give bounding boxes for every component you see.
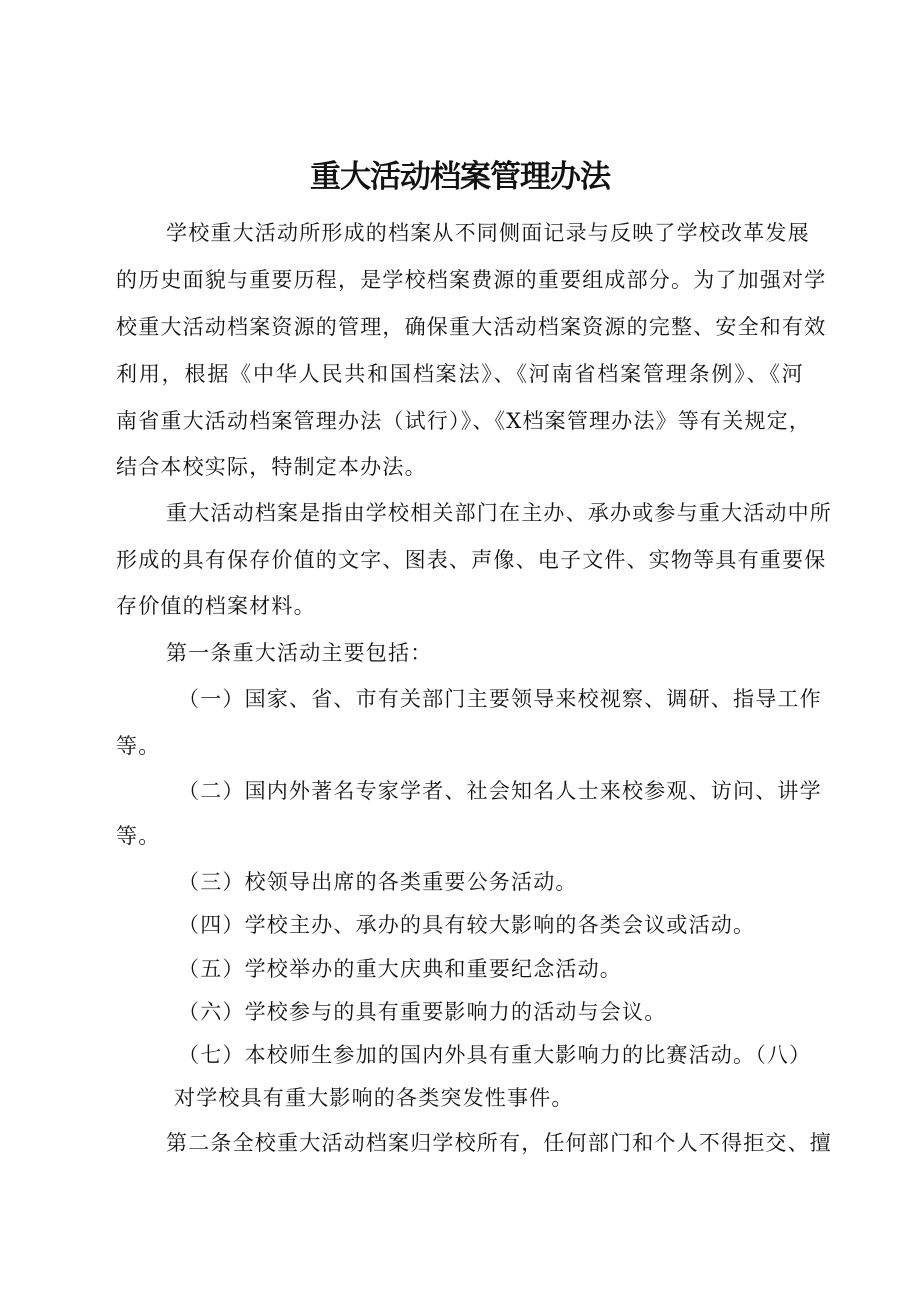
paragraph-line: 重大活动档案是指由学校相关部门在主办、承办或参与重大活动中所 — [166, 501, 832, 525]
list-item: （六）学校参与的具有重要影响力的活动与会议。 — [178, 1000, 667, 1024]
list-item: （七）本校师生参加的国内外具有重大影响力的比赛活动。（八） — [178, 1043, 812, 1067]
list-item: （五）学校举办的重大庆典和重要纪念活动。 — [178, 957, 622, 981]
section-heading: 第一条重大活动主要包括： — [166, 641, 433, 665]
list-item-continuation: 等。 — [116, 824, 161, 848]
paragraph-line: 形成的具有保存价值的文字、图表、声像、电子文件、实物等具有重要保 — [116, 548, 827, 572]
list-item-continuation: 等。 — [116, 734, 161, 758]
list-item: （二）国内外著名专家学者、社会知名人士来校参观、访问、讲学 — [178, 779, 822, 803]
paragraph-line: 学校重大活动所形成的档案从不同侧面记录与反映了学校改革发展 — [166, 221, 810, 245]
paragraph-line: 利用，根据《中华人民共和国档案法》、《河南省档案管理条例》、《河 — [116, 362, 804, 386]
section-heading: 第二条全校重大活动档案归学校所有，任何部门和个人不得拒交、擅 — [166, 1131, 832, 1155]
paragraph-line: 校重大活动档案资源的管理，确保重大活动档案资源的完整、安全和有效 — [116, 315, 827, 339]
document-title: 重大活动档案管理办法 — [310, 159, 610, 195]
list-item: （一）国家、省、市有关部门主要领导来校视察、调研、指导工作 — [178, 687, 822, 711]
paragraph-line: 南省重大活动档案管理办法（试行）》、《X档案管理办法》等有关规定， — [116, 409, 812, 433]
list-item-continuation: 对学校具有重大影响的各类突发性事件。 — [174, 1086, 574, 1110]
list-item: （四）学校主办、承办的具有较大影响的各类会议或活动。 — [178, 913, 756, 937]
list-item: （三）校领导出席的各类重要公务活动。 — [178, 870, 578, 894]
paragraph-line: 存价值的档案材料。 — [116, 594, 316, 618]
paragraph-line: 结合本校实际，特制定本办法。 — [116, 455, 427, 479]
paragraph-line: 的历史面貌与重要历程，是学校档案费源的重要组成部分。为了加强对学 — [116, 268, 827, 292]
